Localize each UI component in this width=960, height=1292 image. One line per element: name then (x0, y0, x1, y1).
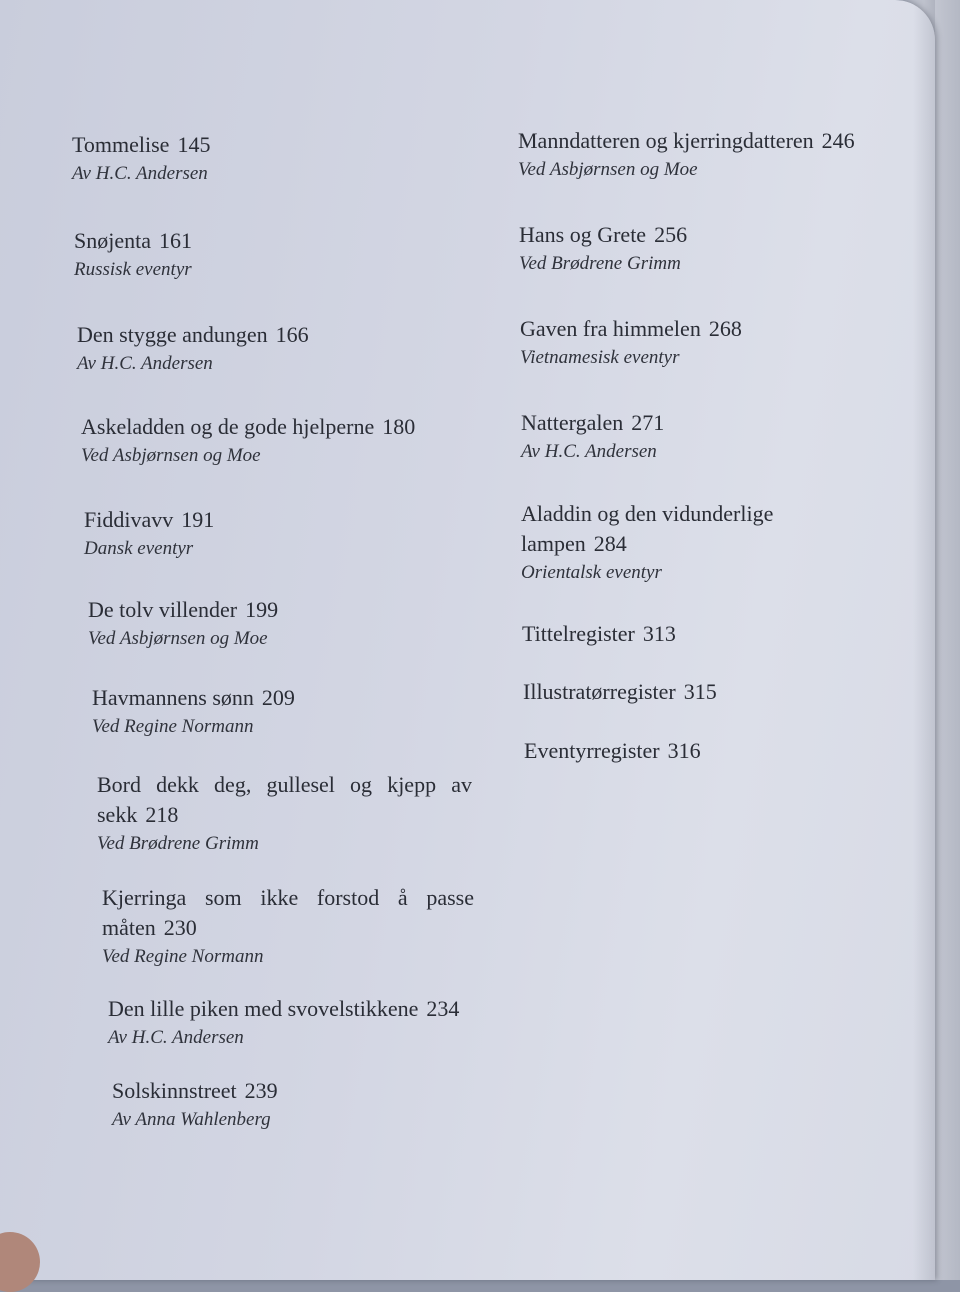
page-number: 166 (275, 322, 309, 347)
entry-title: Tittelregister 313 (522, 621, 676, 646)
entry-title: Askeladden og de gode hjelperne 180 (81, 414, 416, 439)
entry-author: Ved Asbjørnsen og Moe (81, 445, 261, 466)
page-number: 256 (654, 222, 688, 247)
entry-title: Den stygge andungen 166 (77, 322, 309, 347)
toc-entry-fiddivavv[interactable] (84, 505, 214, 563)
entry-title: Havmannens sønn 209 (92, 685, 295, 710)
toc-entry-eventyrregister[interactable] (524, 736, 701, 766)
toc-entry-kjerringa[interactable] (102, 883, 474, 971)
toc-entry-manndatteren[interactable] (518, 126, 855, 184)
toc-entry-snojenta[interactable] (74, 226, 192, 284)
page-number: 284 (593, 531, 627, 556)
entry-author: Ved Brødrene Grimm (97, 833, 259, 854)
page-number: 234 (426, 996, 460, 1021)
toc-entry-aladdin[interactable] (521, 499, 801, 587)
entry-title: Gaven fra himmelen 268 (520, 316, 742, 341)
entry-author: Av Anna Wahlenberg (112, 1109, 271, 1130)
page-number: 271 (631, 410, 665, 435)
toc-entry-den-lille-piken[interactable] (108, 994, 459, 1052)
entry-author: Ved Asbjørnsen og Moe (518, 159, 698, 180)
entry-title: Aladdin og den vidunderlige lampen 284 (521, 501, 774, 556)
entry-title: Fiddivavv 191 (84, 507, 215, 532)
entry-title: Eventyrregister 316 (524, 738, 701, 763)
page-number: 315 (683, 679, 717, 704)
entry-author: Ved Brødrene Grimm (519, 253, 681, 274)
page-number: 161 (159, 228, 192, 253)
page-number: 246 (821, 128, 855, 153)
entry-author: Av H.C. Andersen (521, 441, 657, 462)
entry-title: Tommelise 145 (72, 132, 211, 157)
entry-author: Av H.C. Andersen (77, 353, 213, 374)
entry-title: Den lille piken med svovelstikkene 234 (108, 996, 460, 1021)
entry-title: Illustratørregister 315 (523, 679, 717, 704)
entry-title: Nattergalen 271 (521, 410, 665, 435)
toc-entry-tittelregister[interactable] (522, 619, 676, 649)
page-number: 268 (708, 316, 742, 341)
entry-title: Manndatteren og kjerringdatteren 246 (518, 128, 855, 153)
entry-title: Solskinnstreet 239 (112, 1078, 278, 1103)
entry-title: Hans og Grete 256 (519, 222, 688, 247)
entry-title: Kjerringa som ikke forstod å passe måten 230 (102, 885, 474, 940)
entry-title: Snøjenta 161 (74, 228, 192, 253)
entry-author: Orientalsk eventyr (521, 562, 662, 583)
entry-author: Av H.C. Andersen (72, 163, 208, 184)
entry-author: Ved Asbjørnsen og Moe (88, 628, 268, 649)
entry-title: Bord dekk deg, gullesel og kjepp av sekk 218 (97, 772, 472, 827)
toc-entry-illustratorregister[interactable] (523, 677, 717, 707)
entry-author: Dansk eventyr (84, 538, 194, 559)
page-number: 313 (642, 621, 676, 646)
toc-entry-askeladden[interactable] (81, 412, 415, 470)
toc-entry-nattergalen[interactable] (521, 408, 664, 466)
entry-title: De tolv villender 199 (88, 597, 279, 622)
page-number: 209 (261, 685, 295, 710)
toc-entry-bord-dekk-deg[interactable] (97, 770, 472, 858)
page-number: 316 (667, 738, 701, 763)
toc-entry-de-tolv-villender[interactable] (88, 595, 278, 653)
page-number: 230 (163, 915, 197, 940)
toc-entry-solskinnstreet[interactable] (112, 1076, 278, 1134)
toc-entry-havmannens-sonn[interactable] (92, 683, 295, 741)
page-number: 180 (382, 414, 416, 439)
page-number: 145 (177, 132, 211, 157)
toc-entry-gaven-fra-himmelen[interactable] (520, 314, 742, 372)
page-number: 218 (145, 802, 179, 827)
entry-author: Ved Regine Normann (92, 716, 254, 737)
toc-entry-tommelise[interactable] (72, 130, 210, 188)
page-number: 191 (181, 507, 215, 532)
entry-author: Av H.C. Andersen (108, 1027, 244, 1048)
entry-author: Vietnamesisk eventyr (520, 347, 680, 368)
page-number: 199 (245, 597, 279, 622)
entry-author: Ved Regine Normann (102, 946, 264, 967)
page-number: 239 (244, 1078, 278, 1103)
entry-author: Russisk eventyr (74, 259, 192, 280)
toc-entry-den-stygge-andungen[interactable] (77, 320, 309, 378)
toc-entry-hans-og-grete[interactable] (519, 220, 687, 278)
